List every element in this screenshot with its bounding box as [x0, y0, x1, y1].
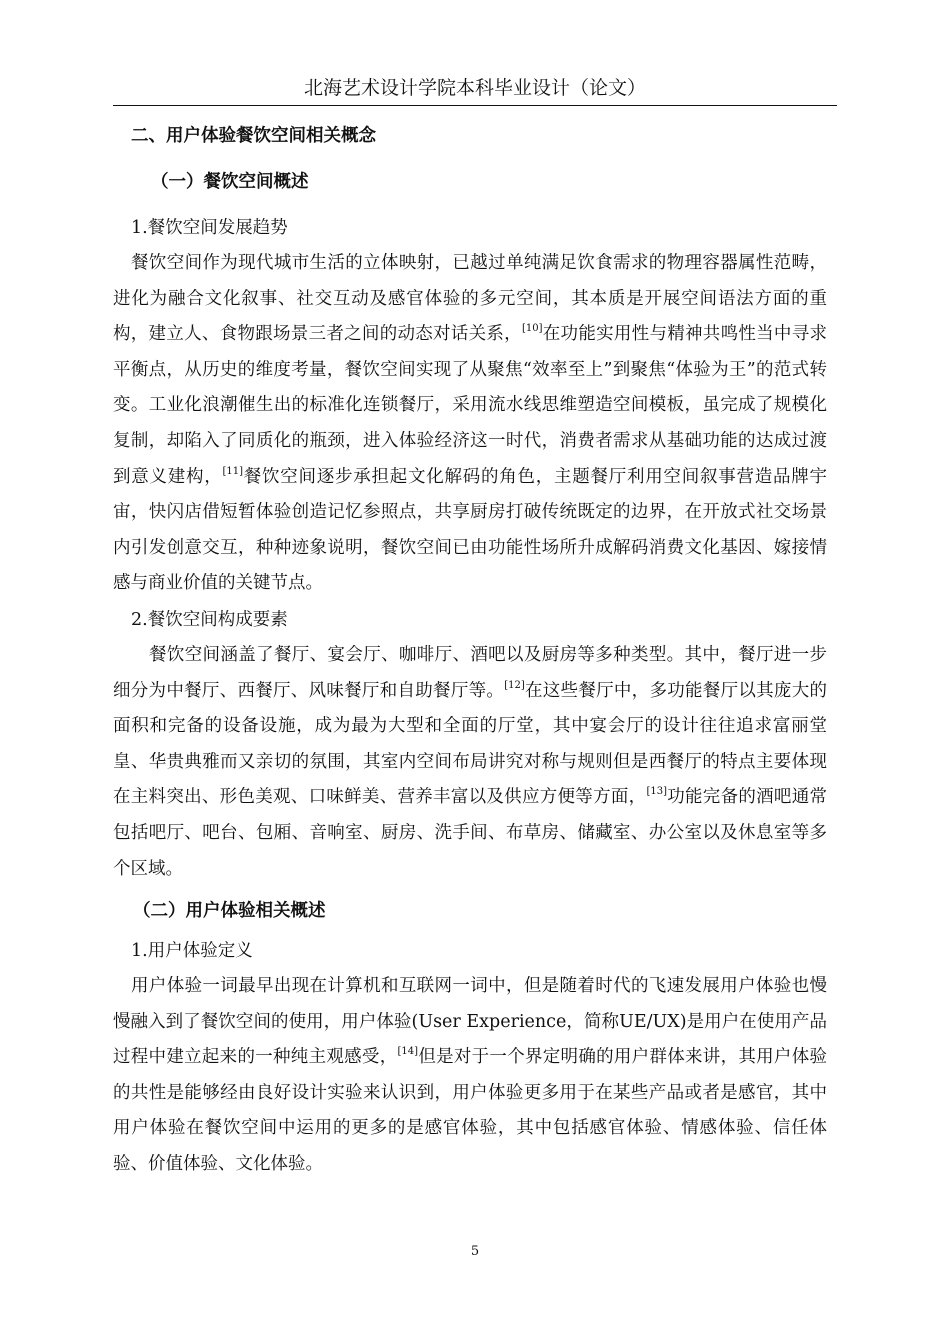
running-header: 北海艺术设计学院本科毕业设计（论文）	[303, 77, 646, 99]
paragraph-definition	[113, 969, 827, 1183]
text-run: 餐饮空间作为现代城市生活的立体映射，已越过单纯满足饮食需求的物理容器属性范畴，进化为融合文化叙事、社交互动及感官体验的多元空间，其本质是开展空间语法方面的重构，建立人、食物跟场景三者之间的动态对话关系，	[113, 253, 827, 345]
text-run: 用户体验一词最早出现在计算机和互联网一词中，但是随着时代的飞速发展用户体验也慢慢融入到了餐饮空间的使用，用户体验(User Experience，简称UE/UX)是用户在使用产品过程中建立起来的一种纯主观感受，	[113, 976, 827, 1068]
text-run: 在功能实用性与精神共鸣性当中寻求平衡点，从历史的维度考量，餐饮空间实现了从聚焦“效率至上”到聚焦“体验为王”的范式转变。工业化浪潮催生出的标准化连锁餐厅，采用流水线思维塑造空间模板，虽完成了规模化复制，却陷入了同质化的瓶颈，进入体验经济这一时代，消费者需求从基础功能的达成过渡到意义建构，	[113, 324, 827, 487]
header-divider	[113, 105, 837, 106]
citation-11[interactable]: [11]	[222, 465, 244, 477]
subsection-heading-1: （一）餐饮空间概述	[151, 172, 309, 192]
text-run: 餐饮空间逐步承担起文化解码的角色，主题餐厅利用空间叙事营造品牌宇宙，快闪店借短暂体验创造记忆参照点，共享厨房打破传统既定的边界，在开放式社交场景内引发创意交互，种种迹象说明，餐饮空间已由功能性场所升成解码消费文化基因、嫁接情感与商业价值的关键节点。	[113, 466, 828, 594]
text-run: 功能完备的酒吧通常包括吧厅、吧台、包厢、音响室、厨房、洗手间、布草房、储藏室、办公室以及休息室等多个区域。	[113, 787, 827, 879]
item-heading-trend: 1.餐饮空间发展趋势	[131, 218, 288, 238]
paragraph-elements	[113, 638, 827, 887]
subsection-heading-2: （二）用户体验相关概述	[133, 901, 326, 922]
citation-14[interactable]: [14]	[397, 1046, 419, 1058]
item-heading-elements: 2.餐饮空间构成要素	[131, 609, 288, 630]
citation-12[interactable]: [12]	[504, 679, 525, 691]
page-number: 5	[470, 1244, 480, 1259]
citation-13[interactable]: [13]	[646, 786, 667, 798]
text-run: 但是对于一个界定明确的用户群体来讲，其用户体验的共性是能够经由良好设计实验来认识到，用户体验更多用于在某些产品或者是感官，其中用户体验在餐饮空间中运用的更多的是感官体验，其中包括感官体验、情感体验、信任体验、价值体验、文化体验。	[113, 1047, 827, 1175]
section-heading: 二、用户体验餐饮空间相关概念	[131, 126, 376, 146]
item-heading-definition: 1.用户体验定义	[131, 941, 253, 962]
text-run: 在这些餐厅中，多功能餐厅以其庞大的面积和完备的设备设施，成为最为大型和全面的厅堂，其中宴会厅的设计往往追求富丽堂皇、华贵典雅而又亲切的氛围，其室内空间布局讲究对称与规则但是西餐厅的特点主要体现在主料突出、形色美观、口味鲜美、营养丰富以及供应方便等方面，	[113, 680, 827, 808]
paragraph-trend	[113, 246, 827, 602]
text-run: 餐饮空间涵盖了餐厅、宴会厅、咖啡厅、酒吧以及厨房等多种类型。其中，餐厅进一步细分为中餐厅、西餐厅、风味餐厅和自助餐厅等。	[113, 644, 827, 701]
page-body	[113, 118, 827, 1183]
citation-10[interactable]: [10]	[521, 323, 543, 335]
